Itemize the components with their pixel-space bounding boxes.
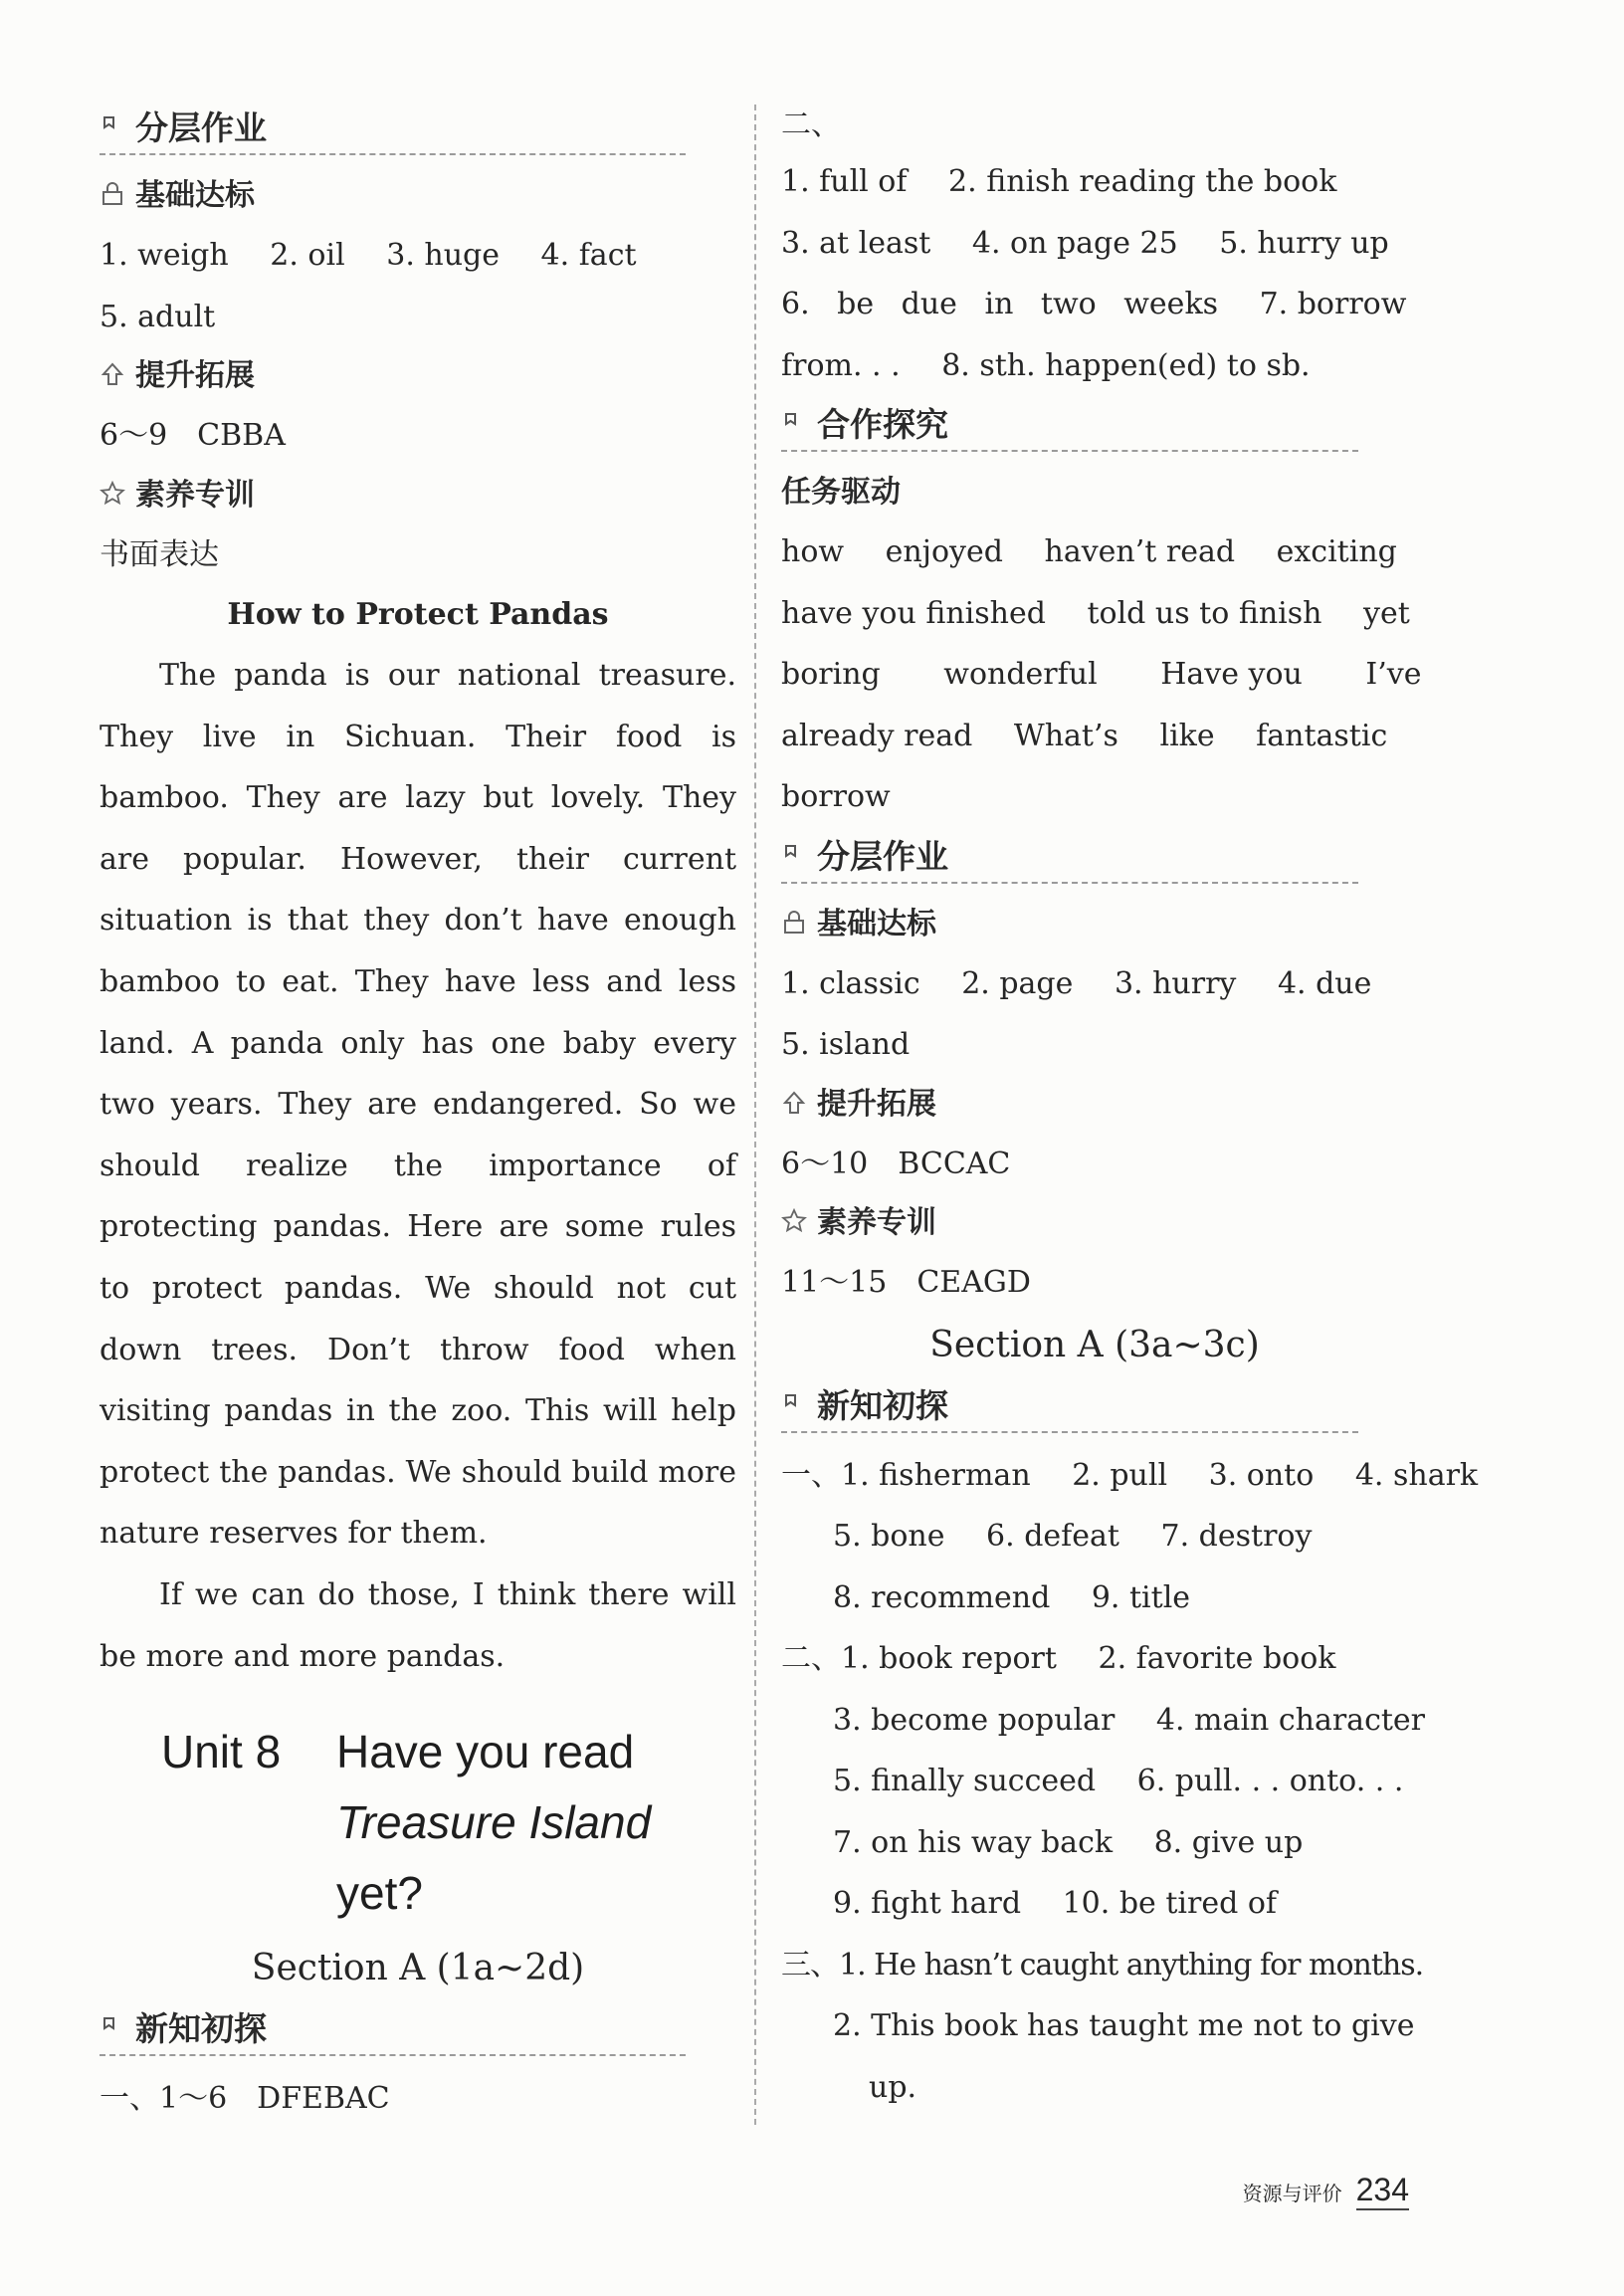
answer-line [781, 1873, 1408, 1935]
answer-item: 3. become popular [833, 1702, 1116, 1738]
answer-item: 3. onto [1208, 1457, 1315, 1493]
essay [100, 645, 736, 1687]
answer-item: enjoyed [885, 534, 1003, 569]
answer-item: 3. huge [386, 238, 500, 273]
answer-item: 6. be due in two weeks [781, 287, 1219, 321]
subheading-text: 基础达标 [817, 906, 936, 941]
answer-item: 8. sth. happen(ed) to sb. [941, 347, 1311, 383]
answer-line: 6～10 BCCAC [781, 1146, 1011, 1181]
heading-text: 新知初探 [817, 1385, 948, 1425]
essay-line: to protect pandas. We should not cut [100, 1270, 736, 1306]
answer-item: 1. full of [781, 164, 908, 199]
answer-item: 4. due [1277, 965, 1372, 1001]
section-heading-new-knowledge [100, 2004, 686, 2056]
lock-icon [781, 910, 811, 939]
answer-item: 二、1. book report [781, 1641, 1057, 1676]
subheading-text: 基础达标 [135, 178, 255, 213]
answer-item: fantastic [1256, 718, 1388, 753]
answer-item: told us to finish [1087, 595, 1322, 631]
bookmark-icon [100, 113, 129, 143]
answer-item: 5. bone [833, 1519, 945, 1554]
essay-line: situation is that they don’t have enough [100, 903, 736, 939]
section-heading-layered-homework [100, 104, 686, 155]
answer-line: up. [869, 2069, 917, 2105]
answer-line [781, 274, 1408, 335]
essay-line: bamboo to eat. They have less and less [100, 963, 736, 999]
answer-item: What’s [1013, 718, 1118, 753]
heading-text: 分层作业 [817, 836, 948, 876]
answer-line [781, 1506, 1408, 1567]
answer-line [781, 1445, 1479, 1507]
answer-item: 4. shark [1354, 1457, 1479, 1493]
answer-item: 3. hurry [1114, 965, 1237, 1001]
answer-item: 7. on his way back [833, 1824, 1114, 1860]
answer-line [781, 1751, 1408, 1812]
essay-line: should realize the importance of [100, 1148, 736, 1183]
answer-item: 4. fact [540, 238, 637, 273]
answer-item: 5. finally succeed [833, 1764, 1097, 1798]
column-divider [754, 104, 756, 2125]
answer-item: yet [1363, 595, 1410, 631]
answer-item: 7. borrow [1259, 287, 1407, 321]
answer-line: 三、1. He hasn’t caught anything for months. [781, 1947, 1424, 1983]
footer-label: 资源与评价 [1242, 2182, 1342, 2205]
subheading-basic [781, 896, 1408, 953]
answer-item: 2. page [961, 965, 1074, 1001]
essay-title: How to Protect Pandas [227, 597, 609, 632]
essay-line: are popular. However, their current [100, 841, 736, 877]
answer-item: haven’t read [1044, 534, 1236, 569]
subheading-literacy [100, 467, 736, 524]
answer-line: 6～9 CBBA [100, 418, 286, 453]
unit-label: Unit 8 [161, 1726, 282, 1778]
answer-item: 5. hurry up [1219, 225, 1389, 261]
answer-line [781, 706, 1408, 767]
answer-item: borrow [781, 779, 891, 814]
bookmark-icon [781, 1391, 811, 1421]
answer-line [781, 1812, 1408, 1874]
answer-item: 8. recommend [833, 1579, 1051, 1615]
subheading-basic [100, 167, 736, 225]
subheading-improve [781, 1076, 1408, 1134]
arrow-up-icon [781, 1090, 811, 1120]
answer-item: I’ve [1365, 657, 1422, 692]
answer-item: 5. adult [100, 299, 216, 334]
essay-line: protect the pandas. We should build more [100, 1454, 736, 1490]
answer-item: 9. title [1091, 1579, 1191, 1615]
bookmark-icon [100, 2014, 129, 2044]
section-title: Section A (3a~3c) [929, 1324, 1260, 1365]
answer-item: 4. main character [1155, 1702, 1426, 1738]
answer-item: 2. finish reading the book [948, 164, 1337, 199]
section-title: Section A (1a~2d) [251, 1948, 585, 1989]
answer-line [781, 151, 1408, 213]
essay-line: two years. They are endangered. So we [100, 1087, 736, 1123]
answer-line [781, 1690, 1426, 1752]
answer-item: 6. pull. . . onto. . . [1136, 1764, 1404, 1798]
answer-line [781, 766, 1408, 828]
subheading-text: 素养专训 [817, 1205, 936, 1240]
answer-item: 10. be tired of [1062, 1886, 1277, 1921]
answer-line: 2. This book has taught me not to give [833, 2008, 1415, 2043]
essay-line: down trees. Don’t throw food when [100, 1332, 736, 1367]
unit-title [161, 1717, 736, 1929]
essay-line: protecting pandas. Here are some rules [100, 1209, 736, 1245]
answer-item: from. . . [781, 347, 901, 383]
answer-item: wonderful [943, 657, 1098, 692]
subheading-text: 提升拓展 [817, 1086, 936, 1122]
answer-item: 6. defeat [986, 1519, 1119, 1554]
page-footer [1243, 2172, 1409, 2210]
answer-item: 3. at least [781, 225, 931, 261]
answer-line: 一、1～6 DFEBAC [100, 2081, 390, 2117]
answer-line: 11～15 CEAGD [781, 1265, 1031, 1300]
answer-item: exciting [1276, 534, 1397, 569]
star-icon [781, 1208, 811, 1238]
answer-line [781, 1628, 1408, 1690]
answer-line [781, 213, 1408, 275]
bookmark-icon [781, 410, 811, 440]
answer-line [100, 225, 736, 287]
subheading-text: 提升拓展 [135, 358, 255, 393]
answer-line [781, 583, 1408, 645]
answer-item: like [1159, 718, 1215, 753]
answer-item: 9. fight hard [833, 1886, 1022, 1921]
section-heading-layered-homework [781, 832, 1358, 884]
answer-item: 8. give up [1153, 1824, 1304, 1860]
answer-item: 5. island [781, 1027, 911, 1062]
answer-item: 2. favorite book [1098, 1641, 1336, 1676]
bookmark-icon [781, 842, 811, 872]
subheading-text: 素养专训 [135, 477, 255, 513]
essay-line: nature reserves for them. [100, 1516, 488, 1552]
answer-item: 1. weigh [100, 238, 229, 273]
answer-item: Have you [1160, 657, 1303, 692]
essay-line: visiting pandas in the zoo. This will help [100, 1393, 736, 1429]
subheading-improve [100, 347, 736, 405]
answer-line [781, 644, 1422, 706]
answer-item: 1. classic [781, 965, 920, 1001]
unit-title-line: Treasure Island [336, 1796, 652, 1849]
answer-item: have you finished [781, 595, 1046, 631]
answer-item: 2. oil [270, 238, 345, 273]
lock-icon [100, 181, 129, 211]
section-heading-new-knowledge [781, 1381, 1358, 1433]
writing-label: 书面表达 [100, 536, 219, 572]
essay-line: The panda is our national treasure. [159, 658, 736, 693]
right-column [781, 100, 1479, 2118]
essay-line: If we can do those, I think there will [159, 1576, 736, 1612]
star-icon [100, 481, 129, 511]
answer-item: how [781, 534, 845, 569]
answer-line [781, 522, 1408, 583]
page-number: 234 [1356, 2172, 1409, 2210]
answer-line [781, 953, 1408, 1015]
answer-line [781, 1567, 1408, 1629]
subheading-literacy [781, 1194, 1408, 1252]
part-label: 二、 [781, 107, 841, 142]
heading-text: 分层作业 [135, 108, 267, 147]
answer-item: 4. on page 25 [971, 225, 1178, 261]
answer-item: already read [781, 718, 973, 753]
unit-title-line: Have you read [336, 1726, 635, 1778]
answer-line [100, 287, 736, 348]
essay-line: land. A panda only has one baby every [100, 1025, 736, 1061]
answer-line [781, 1014, 1408, 1076]
essay-line: be more and more pandas. [100, 1638, 506, 1674]
answer-line [781, 335, 1408, 397]
subheading-task: 任务驱动 [781, 475, 901, 510]
arrow-up-icon [100, 361, 129, 391]
answer-item: boring [781, 657, 881, 692]
heading-text: 新知初探 [135, 2009, 267, 2049]
heading-text: 合作探究 [817, 405, 948, 444]
answer-item: 2. pull [1072, 1457, 1168, 1493]
essay-line: bamboo. They are lazy but lovely. They [100, 780, 736, 816]
answer-item: 7. destroy [1160, 1519, 1313, 1554]
answer-item: 一、1. fisherman [781, 1457, 1031, 1493]
essay-line: They live in Sichuan. Their food is [100, 719, 736, 754]
section-heading-cooperation [781, 400, 1358, 452]
left-column [100, 100, 736, 2130]
unit-title-line: yet? [336, 1867, 423, 1920]
